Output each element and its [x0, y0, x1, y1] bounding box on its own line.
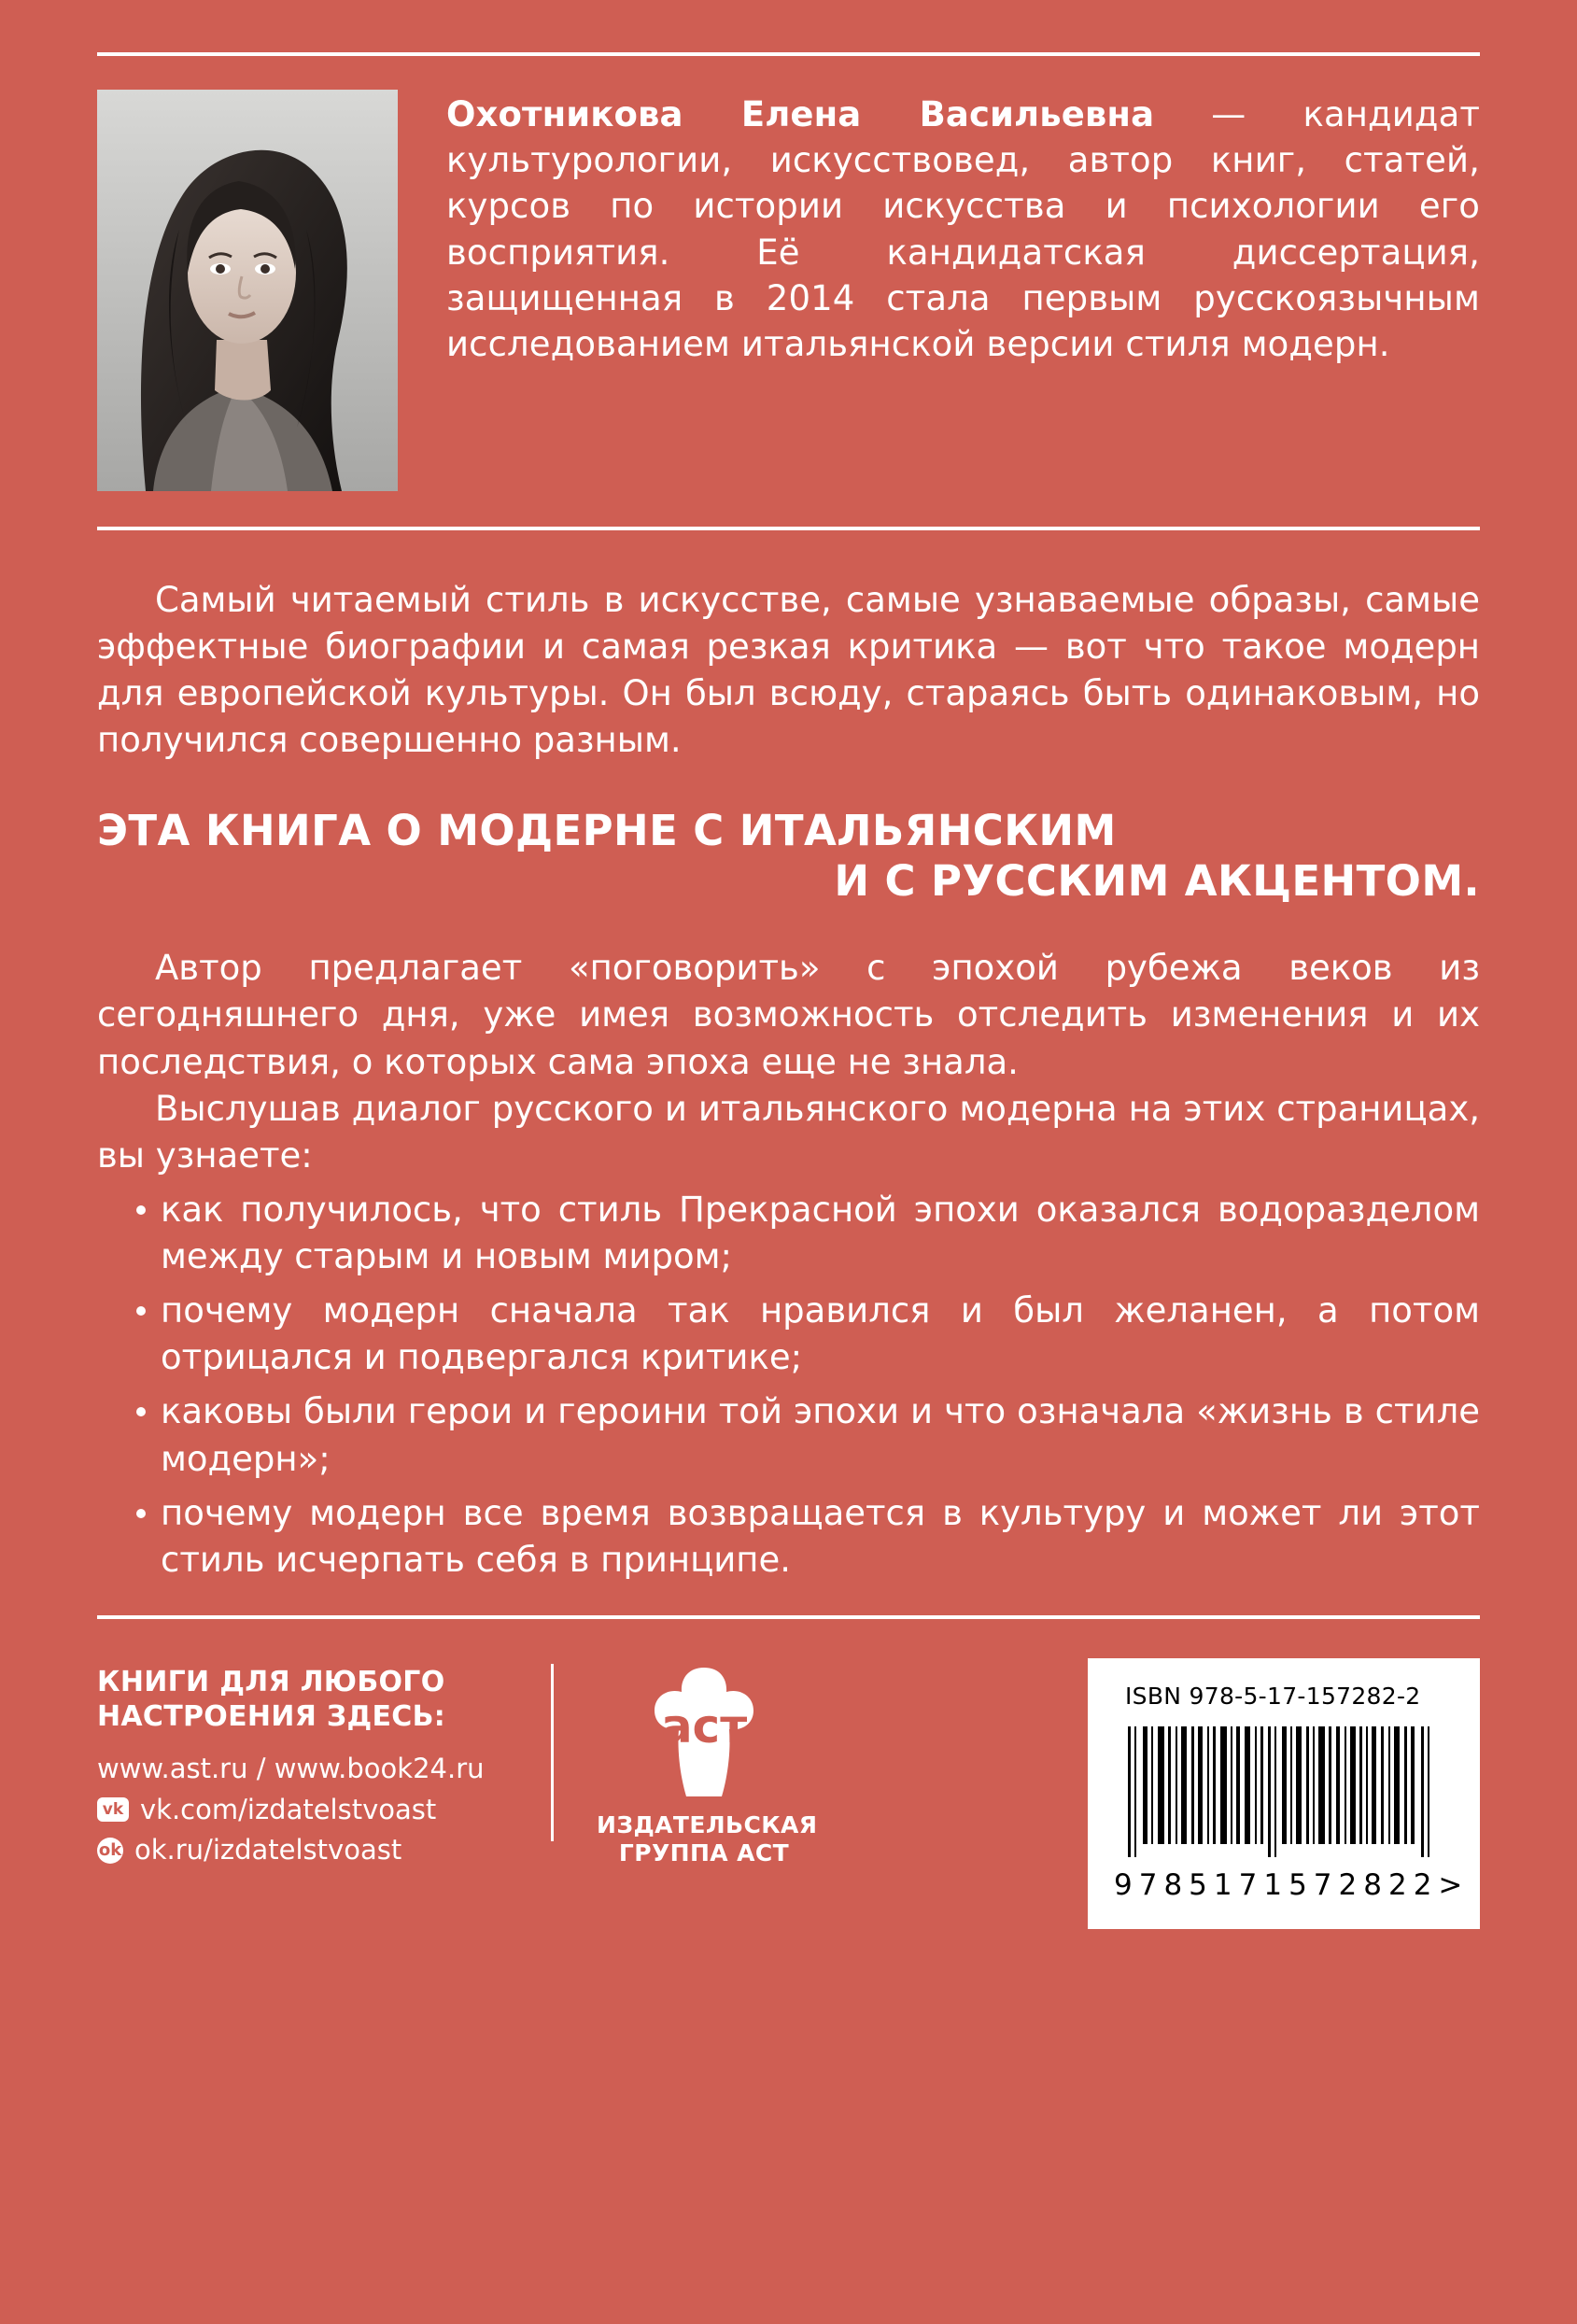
footer-title — [97, 1666, 508, 1734]
ok-link-label[interactable]: ok.ru/izdatelstvoast — [134, 1834, 402, 1866]
barcode-image — [1113, 1723, 1455, 1863]
blurb-paragraph-1: Самый читаемый стиль в искусстве, самые узнаваемые образы, самые эффектные биографии и самая резкая критика — вот что такое модерн для европейской культуры. Он был всюду, стараясь быть одинаковым, но получился совершенно разным. — [97, 580, 1480, 761]
headline-line-2: И С РУССКИМ АКЦЕНТОМ. — [834, 856, 1480, 907]
website-link[interactable]: www.ast.ru / www.book24.ru — [97, 1753, 485, 1785]
barcode-digit-right: 572822 — [1288, 1867, 1439, 1902]
svg-text:аст: аст — [660, 1698, 748, 1754]
list-item: почему модерн сначала так нравился и был желанен, а потом отрицался и подвергался критике; — [97, 1288, 1480, 1381]
divider-middle — [97, 527, 1480, 530]
headline-line-1: ЭТА КНИГА О МОДЕРНЕ С ИТАЛЬЯНСКИМ — [97, 805, 1117, 855]
publisher-name — [597, 1810, 818, 1867]
blurb-paragraph-2: Автор предлагает «поговорить» с эпохой рубежа веков из сегодняшнего дня, уже имея возможность отследить изменения и их последствия, о которых сама эпоха еще не знала. — [97, 948, 1480, 1082]
blurb-section-2 — [97, 945, 1480, 1179]
blurb-section — [97, 577, 1480, 765]
vk-link-label[interactable]: vk.com/izdatelstvoast — [140, 1793, 437, 1825]
barcode-digit-end: > — [1438, 1867, 1470, 1902]
barcode-digit-left: 9 — [1114, 1867, 1139, 1902]
author-bio — [446, 90, 1480, 367]
publisher-line-1: ИЗДАТЕЛЬСКАЯ — [597, 1810, 818, 1838]
isbn-barcode-box — [1088, 1658, 1480, 1929]
publisher-line-2: ГРУППА АСТ — [618, 1838, 790, 1866]
author-block — [97, 90, 1480, 491]
ast-logo-icon — [634, 1662, 774, 1802]
headline — [97, 806, 1480, 908]
author-name: Охотникова Елена Васильевна — [446, 94, 1155, 134]
divider-bottom — [97, 1615, 1480, 1619]
blurb-paragraph-3: Выслушав диалог русского и итальянского модерна на этих страницах, вы узнаете: — [97, 1088, 1480, 1176]
ok-link-row[interactable] — [97, 1830, 508, 1871]
footer-vertical-divider — [551, 1664, 554, 1841]
author-bio-text: — кандидат культурологии, искусствовед, автор книг, статей, курсов по истории искусства и психологии его восприятия. Её кандидатская диссертация, защищенная в 2014 стала первым русскоязычным исследованием итальянской версии стиля модерн. — [446, 94, 1480, 365]
isbn-text: ISBN 978-5-17-157282-2 — [1125, 1682, 1421, 1710]
list-item: как получилось, что стиль Прекрасной эпохи оказался водоразделом между старым и новым миром; — [97, 1187, 1480, 1280]
vk-icon: vk — [97, 1797, 129, 1822]
vk-link-row[interactable] — [97, 1790, 508, 1831]
bullet-list — [97, 1187, 1480, 1584]
ok-icon: ok — [97, 1838, 123, 1864]
footer-contacts — [97, 1658, 508, 1871]
footer-title-line-2: НАСТРОЕНИЯ ЗДЕСЬ: — [97, 1699, 446, 1733]
publisher-block — [597, 1658, 818, 1867]
footer — [97, 1658, 1480, 1938]
barcode-digits — [1108, 1867, 1470, 1902]
footer-title-line-1: КНИГИ ДЛЯ ЛЮБОГО — [97, 1665, 445, 1698]
barcode-digit-mid: 785171 — [1138, 1867, 1289, 1902]
footer-links — [97, 1749, 508, 1871]
divider-top — [97, 52, 1480, 56]
list-item: каковы были герои и героини той эпохи и что означала «жизнь в стиле модерн»; — [97, 1388, 1480, 1482]
list-item: почему модерн все время возвращается в культуру и может ли этот стиль исчерпать себя в принципе. — [97, 1490, 1480, 1584]
book-back-cover — [0, 52, 1577, 2324]
author-portrait — [97, 90, 398, 491]
